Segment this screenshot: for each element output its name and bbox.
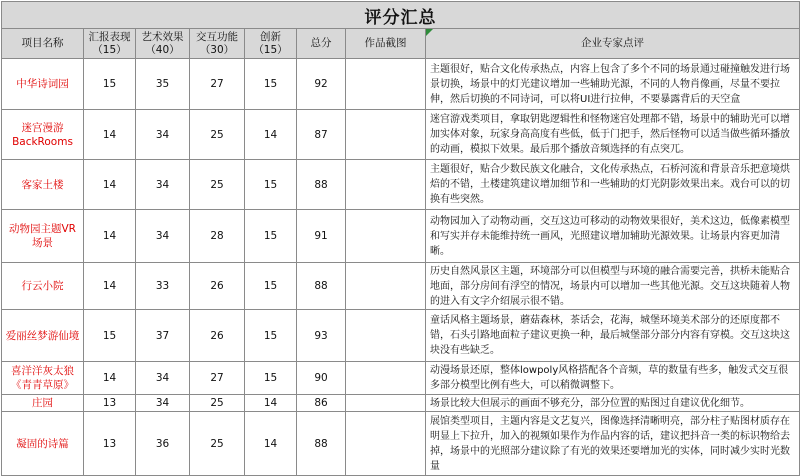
- report-score: 14: [84, 160, 136, 210]
- table-row: [2, 362, 800, 395]
- report-score: 15: [84, 310, 136, 362]
- expert-comment: 动物园加入了动物动画，交互这边可移动的动物效果很好，美术这边，低像素模型和写实并存未能维持统一画风，光照建议增加辅助光源效果。让场景内容更加清晰。: [426, 210, 800, 263]
- expert-comment: 迷宫游戏类项目，拿取钥匙逻辑性和怪物迷宫处理都不错，场景中的辅助光可以增加实体对象，玩家身高高度有些低，低于门把手，然后怪物可以适当做些循环播放的动画，模拟下效果。最后那个播放音频选择的有点突兀。: [426, 110, 800, 160]
- art-score: 34: [136, 395, 190, 412]
- report-score: 13: [84, 412, 136, 476]
- table-row: [2, 210, 800, 263]
- interaction-score: 28: [190, 210, 245, 263]
- table-row: [2, 395, 800, 412]
- interaction-score: 25: [190, 110, 245, 160]
- innovation-score: 15: [245, 59, 297, 110]
- interaction-score: 26: [190, 310, 245, 362]
- total-score: 88: [297, 263, 346, 310]
- project-name: 动物园主题VR场景: [2, 210, 84, 263]
- report-score: 13: [84, 395, 136, 412]
- expert-comment: 历史自然风景区主题，环境部分可以但模型与环境的融合需要完善，拱桥未能贴合地面，部分房间有浮空的情况，场景内可以增加一些其他光源。交互这块随着人物的进入有文字介绍展示很不错。: [426, 263, 800, 310]
- art-score: 34: [136, 362, 190, 395]
- header-report: 汇报表现 （15）: [84, 29, 136, 59]
- project-name: 行云小院: [2, 263, 84, 310]
- interaction-score: 27: [190, 59, 245, 110]
- header-row: [2, 29, 800, 59]
- interaction-score: 25: [190, 412, 245, 476]
- header-screenshot: 作品截图: [346, 29, 426, 59]
- art-score: 34: [136, 210, 190, 263]
- project-name: 爱丽丝梦游仙境: [2, 310, 84, 362]
- art-score: 37: [136, 310, 190, 362]
- table-row: [2, 412, 800, 476]
- interaction-score: 26: [190, 263, 245, 310]
- tulou-screenshot: [346, 160, 426, 210]
- total-score: 91: [297, 210, 346, 263]
- expert-comment: 动漫场景还原，整体lowpoly风格搭配各个音频，草的数量有些多，触发式交互很多部分模型比例有些大，可以稍微调整下。: [426, 362, 800, 395]
- table-row: [2, 110, 800, 160]
- project-name: 迷宫漫游BackRooms: [2, 110, 84, 160]
- header-total: 总分: [297, 29, 346, 59]
- table-row: [2, 59, 800, 110]
- score-summary-table: [1, 1, 800, 476]
- innovation-score: 15: [245, 160, 297, 210]
- expert-comment: 童话风格主题场景，蘑菇森林，茶话会，花海，城堡环境美术部分的还原度都不错，石头引路地面粒子建议更换一种，最后城堡部分部分内容有穿模。交互这块这块没有些缺乏。: [426, 310, 800, 362]
- report-score: 14: [84, 210, 136, 263]
- total-score: 88: [297, 412, 346, 476]
- project-name: 中华诗词园: [2, 59, 84, 110]
- total-score: 93: [297, 310, 346, 362]
- report-score: 14: [84, 263, 136, 310]
- innovation-score: 15: [245, 210, 297, 263]
- art-score: 36: [136, 412, 190, 476]
- zoo-screenshot: [346, 210, 426, 263]
- header-interaction: 交互功能 （30）: [190, 29, 245, 59]
- art-score: 34: [136, 110, 190, 160]
- table-row: [2, 160, 800, 210]
- project-name: 庄园: [2, 395, 84, 412]
- manor-screenshot: [346, 395, 426, 412]
- project-name: 喜洋洋灰太狼《青青草原》: [2, 362, 84, 395]
- project-name: 客家土楼: [2, 160, 84, 210]
- table-row: [2, 310, 800, 362]
- innovation-score: 14: [245, 412, 297, 476]
- interaction-score: 25: [190, 395, 245, 412]
- art-score: 34: [136, 160, 190, 210]
- total-score: 92: [297, 59, 346, 110]
- table-row: [2, 263, 800, 310]
- total-score: 87: [297, 110, 346, 160]
- expert-comment: 主题很好，贴合少数民族文化融合，文化传承热点，石桥河流和背景音乐把意境烘焙的不错，土楼建筑建议增加细节和一些辅助的灯光阴影效果出来。戏台可以的切换有些突然。: [426, 160, 800, 210]
- maze-screenshot: [346, 110, 426, 160]
- interaction-score: 25: [190, 160, 245, 210]
- report-score: 15: [84, 59, 136, 110]
- expert-comment: 主题很好，贴合文化传承热点，内容上包含了多个不同的场景通过碰撞触发进行场景切换，场景中的灯光建议增加一些辅助光源，不同的人物肖像画，尽量不要拉伸，然后切换的不同诗词，可以将UI进行拉伸，不要暴露背后的天空盒: [426, 59, 800, 110]
- art-score: 33: [136, 263, 190, 310]
- courtyard-screenshot: [346, 263, 426, 310]
- header-project-name: 项目名称: [2, 29, 84, 59]
- wonderland-screenshot: [346, 310, 426, 362]
- total-score: 90: [297, 362, 346, 395]
- header-expert-comment: 企业专家点评: [426, 29, 800, 59]
- grassland-screenshot: [346, 362, 426, 395]
- total-score: 86: [297, 395, 346, 412]
- expert-comment: 场景比较大但展示的画面不够充分，部分位置的贴图过自建议优化细节。: [426, 395, 800, 412]
- header-innovation: 创新 （15）: [245, 29, 297, 59]
- header-art: 艺术效果 （40）: [136, 29, 190, 59]
- total-score: 88: [297, 160, 346, 210]
- expert-comment: 展馆类型项目，主题内容是文艺复兴，图像选择清晰明亮，部分柱子贴图材质存在明显上下拉升，加入的视频如果作为作品内容的话，建议把抖音一类的标识物给去掉，场景中的光照部分建议除了有光的效果还要增加光的实体，同时减少实时光数量: [426, 412, 800, 476]
- project-name: 凝固的诗篇: [2, 412, 84, 476]
- report-score: 14: [84, 362, 136, 395]
- innovation-score: 15: [245, 362, 297, 395]
- interaction-score: 27: [190, 362, 245, 395]
- page-title: 评分汇总: [2, 2, 800, 29]
- art-score: 35: [136, 59, 190, 110]
- innovation-score: 15: [245, 310, 297, 362]
- report-score: 14: [84, 110, 136, 160]
- poetry-garden-screenshot: [346, 59, 426, 110]
- innovation-score: 14: [245, 110, 297, 160]
- gallery-screenshot: [346, 412, 426, 476]
- innovation-score: 15: [245, 263, 297, 310]
- innovation-score: 14: [245, 395, 297, 412]
